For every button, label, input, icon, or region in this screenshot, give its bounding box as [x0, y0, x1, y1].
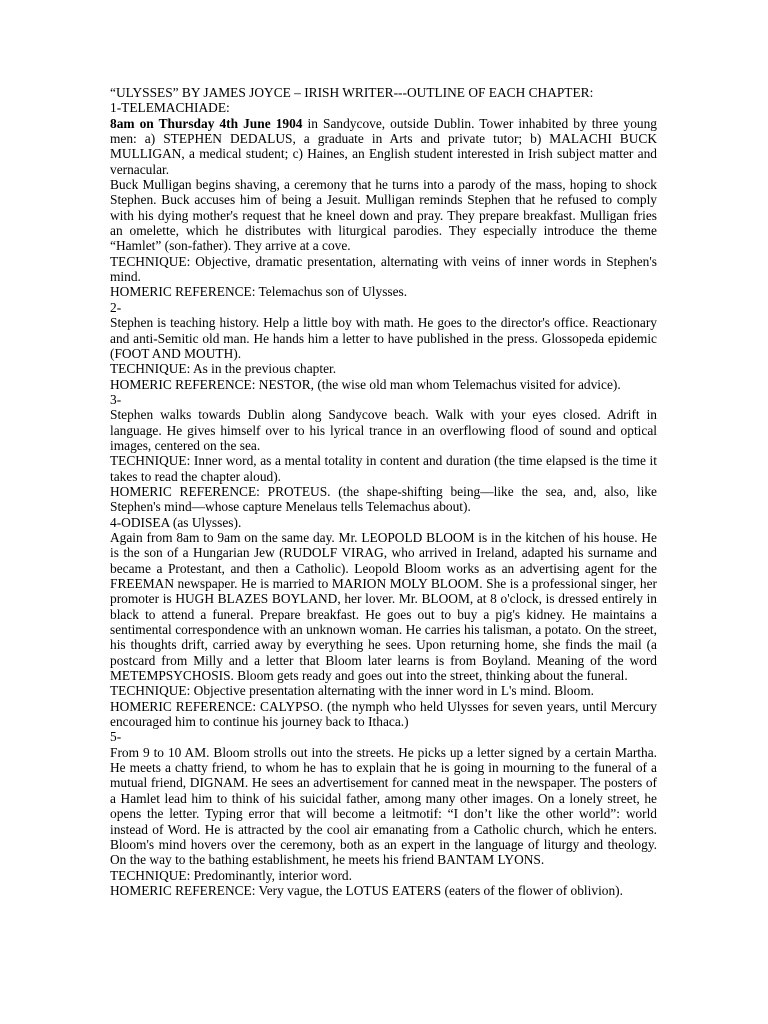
chapter-3-technique: TECHNIQUE: Inner word, as a mental totality in content and duration (the time elapsed is the time it takes to read the chapter aloud).	[110, 453, 657, 484]
chapter-1-heading: 1-TELEMACHIADE:	[110, 100, 230, 116]
document-title: “ULYSSES” BY JAMES JOYCE – IRISH WRITER---OUTLINE OF EACH CHAPTER:	[110, 85, 594, 100]
chapter-2-body: Stephen is teaching history. Help a little boy with math. He goes to the director's office. Reactionary and anti-Semitic old man. He hands him a letter to have published in the press. Glossopeda epidemic (FOOT AND MOUTH).	[110, 315, 657, 361]
chapter-1-intro	[110, 116, 657, 177]
chapter-2-technique: TECHNIQUE: As in the previous chapter.	[110, 361, 337, 377]
chapter-1-technique: TECHNIQUE: Objective, dramatic presentation, alternating with veins of inner words in Stephen's mind.	[110, 253, 657, 285]
chapter-4-heading: 4-ODISEA (as Ulysses).	[110, 514, 242, 530]
chapter-1-homeric-reference: HOMERIC REFERENCE: Telemachus son of Ulysses.	[110, 284, 408, 300]
chapter-1-body: Buck Mulligan begins shaving, a ceremony that he turns into a parody of the mass, hoping to shock Stephen. Buck accuses him of being a Jesuit. Mulligan reminds Stephen that he refused to comply with his dying mother's request that he kneel down and pray. They prepare breakfast. Mulligan fries an omelette, which he distributes with liturgical parodies. They especially introduce the theme “Hamlet” (son-father). They arrive at a cove.	[110, 177, 657, 254]
chapter-3-homeric-reference: HOMERIC REFERENCE: PROTEUS. (the shape-shifting being—like the sea, and, also, like Stephen's mind—whose capture Menelaus tells Telemachus about).	[110, 483, 657, 515]
chapter-5-body: From 9 to 10 AM. Bloom strolls out into the streets. He picks up a letter signed by a certain Martha. He meets a chatty friend, to whom he has to explain that he is going in mourning to the funeral of a mutual friend, DIGNAM. He sees an advertisement for canned meat in the newspaper. The posters of a Hamlet lead him to think of his suicidal father, among many other images. On a lonely street, he opens the letter. Typing error that will become a leitmotif: “I don’t like the other world”: world instead of Word. He is attracted by the cool air emanating from a Catholic church, which he enters. Bloom's mind hovers over the ceremony, both as an expert in the language of liturgy and theology. On the way to the bathing establishment, he meets his friend BANTAM LYONS.	[110, 744, 657, 868]
chapter-2-heading: 2-	[110, 299, 122, 315]
chapter-3-body: Stephen walks towards Dublin along Sandycove beach. Walk with your eyes closed. Adrift in language. He gives himself over to his lyrical trance in an overflowing flood of sound and optical images, centered on the sea.	[110, 407, 657, 453]
chapter-5-technique: TECHNIQUE: Predominantly, interior word.	[110, 867, 352, 883]
document-page	[110, 85, 657, 898]
chapter-4-technique: TECHNIQUE: Objective presentation alternating with the inner word in L's mind. Bloom.	[110, 683, 595, 699]
chapter-4-body: Again from 8am to 9am on the same day. Mr. LEOPOLD BLOOM is in the kitchen of his house. He is the son of a Hungarian Jew (RUDOLF VIRAG, who arrived in Ireland, adapted his surname and became a Protestant, and then a Catholic). Leopold Bloom works as an advertising agent for the FREEMAN newspaper. He is married to MARION MOLY BLOOM. She is a professional singer, her promoter is HUGH BLAZES BOYLAND, her lover. Mr. BLOOM, at 8 o'clock, is dressed entirely in black to attend a funeral. Prepare breakfast. He goes out to buy a pig's kidney. He maintains a sentimental correspondence with an unknown woman. He carries his talisman, a potato. On the street, his thoughts drift, carried away by everything he sees. Upon returning home, she finds the mail (a postcard from Milly and a letter that Bloom later learns is from Boyland. Meaning of the word METEMPSYCHOSIS. Bloom gets ready and goes out into the street, thinking about the funeral.	[110, 529, 657, 684]
chapter-1-date: 8am on Thursday 4th June 1904	[110, 115, 303, 131]
chapter-5-heading: 5-	[110, 729, 122, 745]
chapter-5-homeric-reference: HOMERIC REFERENCE: Very vague, the LOTUS EATERS (eaters of the flower of oblivion).	[110, 882, 623, 898]
chapter-3-heading: 3-	[110, 391, 122, 407]
chapter-2-homeric-reference: HOMERIC REFERENCE: NESTOR, (the wise old man whom Telemachus visited for advice).	[110, 376, 621, 392]
chapter-1-intro-text: in Sandycove, outside Dublin. Tower inhabited by three young men: a) STEPHEN DEDALUS, a graduate in Arts and private tutor; b) MALACHI BUCK MULLIGAN, a medical student; c) Haines, an English student interested in Irish subject matter and vernacular.	[110, 115, 657, 177]
chapter-4-homeric-reference: HOMERIC REFERENCE: CALYPSO. (the nymph who held Ulysses for seven years, until Mercury encouraged him to continue his journey back to Ithaca.)	[110, 698, 657, 730]
